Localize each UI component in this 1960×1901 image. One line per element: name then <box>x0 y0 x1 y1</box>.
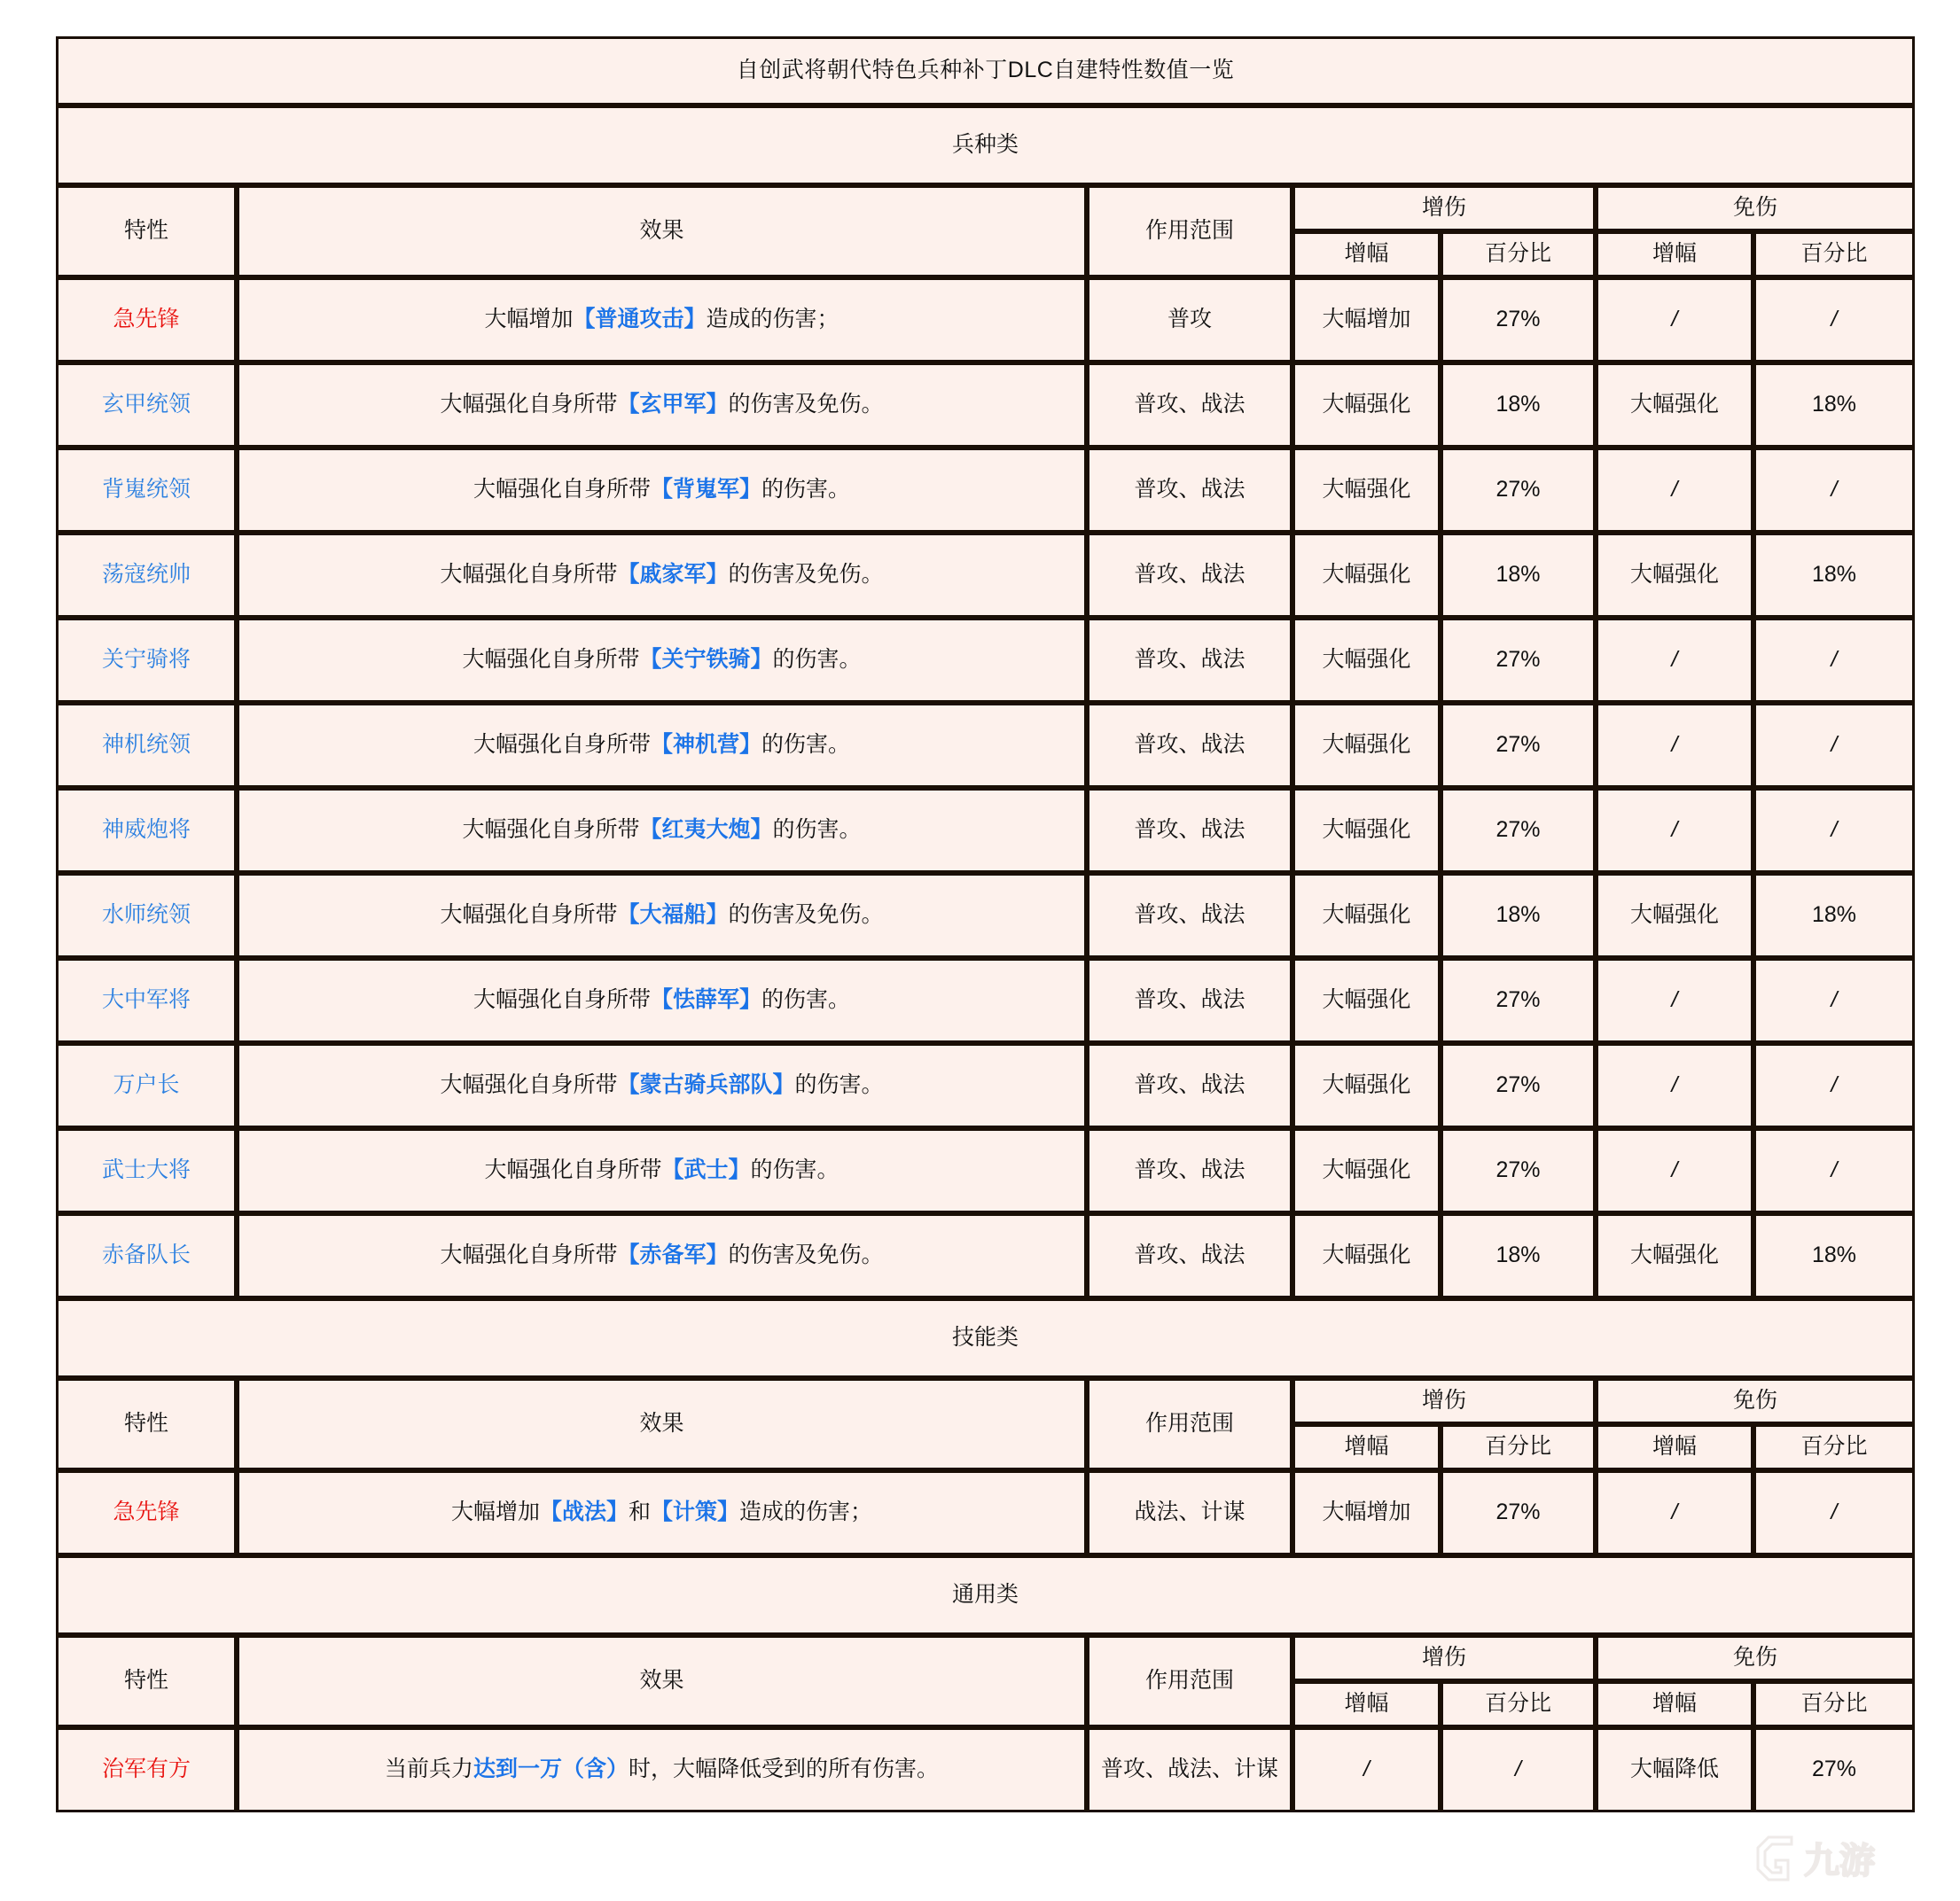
effect-text-prefix: 大幅强化自身所带 <box>472 987 651 1013</box>
site-watermark <box>1753 1825 1939 1889</box>
table-row <box>56 958 1915 1043</box>
damage-reduction-amplitude: / <box>1596 1043 1753 1128</box>
col-header-reduction-amplitude: 增幅 <box>1596 1681 1753 1727</box>
effect-text-prefix: 大幅强化自身所带 <box>440 392 618 417</box>
trait-name: 荡寇统帅 <box>56 533 237 618</box>
column-header-row-top <box>56 185 1915 231</box>
bonus-damage-percentage: 18% <box>1441 873 1596 958</box>
table-row <box>56 618 1915 703</box>
bonus-damage-amplitude: 大幅强化 <box>1292 533 1441 618</box>
col-header-bonus-percentage: 百分比 <box>1441 231 1596 277</box>
col-header-reduction-amplitude: 增幅 <box>1596 1424 1753 1470</box>
effect-text-prefix: 大幅强化自身所带 <box>462 817 640 843</box>
effect-highlight-term: 【戚家军】 <box>617 562 729 588</box>
effect-text-prefix: 当前兵力 <box>384 1757 473 1782</box>
trait-scope: 普攻、战法 <box>1087 958 1292 1043</box>
col-header-effect: 效果 <box>237 1635 1087 1727</box>
effect-highlight-term: 【怯薛军】 <box>650 987 761 1013</box>
bonus-damage-percentage: 27% <box>1441 1043 1596 1128</box>
effect-text-suffix: 时，大幅降低受到的所有伤害。 <box>629 1757 940 1782</box>
effect-text-prefix: 大幅增加 <box>484 307 574 332</box>
col-header-reduction-percentage: 百分比 <box>1753 1681 1915 1727</box>
section-title: 通用类 <box>56 1555 1915 1635</box>
effect-text-suffix: 的伤害。 <box>794 1072 884 1098</box>
bonus-damage-amplitude: 大幅增加 <box>1292 1470 1441 1555</box>
effect-highlight-term: 【关宁铁骑】 <box>639 647 773 673</box>
effect-text-suffix: 的伤害。 <box>750 1157 839 1183</box>
bonus-damage-percentage: 27% <box>1441 277 1596 362</box>
col-header-trait: 特性 <box>56 185 237 277</box>
trait-effect <box>237 788 1087 873</box>
trait-name: 武士大将 <box>56 1128 237 1213</box>
effect-text-mid: 和 <box>628 1500 651 1525</box>
bonus-damage-percentage: 27% <box>1441 703 1596 788</box>
damage-reduction-percentage: / <box>1753 448 1915 533</box>
damage-reduction-amplitude: 大幅强化 <box>1596 873 1753 958</box>
effect-text-prefix: 大幅增加 <box>450 1500 540 1525</box>
col-header-reduction-percentage: 百分比 <box>1753 1424 1915 1470</box>
table-row <box>56 1727 1915 1812</box>
trait-effect <box>237 873 1087 958</box>
effect-text-prefix: 大幅强化自身所带 <box>440 902 618 928</box>
table-row <box>56 1470 1915 1555</box>
title-row <box>56 36 1915 105</box>
trait-scope: 普攻、战法 <box>1087 703 1292 788</box>
effect-text-prefix: 大幅强化自身所带 <box>472 477 651 503</box>
effect-text-prefix: 大幅强化自身所带 <box>472 732 651 758</box>
document-title: 自创武将朝代特色兵种补丁DLC自建特性数值一览 <box>56 36 1915 105</box>
damage-reduction-amplitude: 大幅强化 <box>1596 1213 1753 1298</box>
damage-reduction-percentage: / <box>1753 1470 1915 1555</box>
effect-highlight-term: 【神机营】 <box>650 732 761 758</box>
damage-reduction-percentage: 18% <box>1753 873 1915 958</box>
table-row <box>56 362 1915 448</box>
effect-highlight-term: 【红夷大炮】 <box>639 817 773 843</box>
col-header-damage-reduction: 免伤 <box>1596 1378 1915 1424</box>
effect-text-suffix: 的伤害及免伤。 <box>728 392 884 417</box>
effect-text-suffix: 的伤害。 <box>772 817 862 843</box>
col-header-damage-reduction: 免伤 <box>1596 1635 1915 1681</box>
trait-name: 治军有方 <box>56 1727 237 1812</box>
trait-scope: 战法、计谋 <box>1087 1470 1292 1555</box>
col-header-damage-reduction: 免伤 <box>1596 185 1915 231</box>
effect-text-suffix: 的伤害及免伤。 <box>728 562 884 588</box>
trait-name: 急先锋 <box>56 1470 237 1555</box>
trait-effect <box>237 448 1087 533</box>
trait-effect <box>237 1043 1087 1128</box>
effect-text-suffix: 的伤害及免伤。 <box>728 902 884 928</box>
effect-highlight-term: 达到一万（含） <box>472 1757 629 1782</box>
section-banner-row <box>56 1555 1915 1635</box>
trait-name: 玄甲统领 <box>56 362 237 448</box>
trait-effect <box>237 277 1087 362</box>
trait-effect <box>237 703 1087 788</box>
effect-text-suffix: 造成的伤害； <box>706 307 839 332</box>
trait-scope: 普攻、战法 <box>1087 1213 1292 1298</box>
bonus-damage-amplitude: 大幅强化 <box>1292 958 1441 1043</box>
effect-highlight-term: 【蒙古骑兵部队】 <box>617 1072 795 1098</box>
bonus-damage-percentage: 27% <box>1441 1128 1596 1213</box>
col-header-scope: 作用范围 <box>1087 1378 1292 1470</box>
effect-text-suffix: 的伤害。 <box>761 477 851 503</box>
column-header-row-top <box>56 1635 1915 1681</box>
col-header-bonus-damage: 增伤 <box>1292 1635 1596 1681</box>
table-row <box>56 277 1915 362</box>
effect-highlight-term: 【赤备军】 <box>617 1243 729 1268</box>
effect-highlight-term: 【战法】 <box>539 1500 629 1525</box>
table-row <box>56 448 1915 533</box>
col-header-trait: 特性 <box>56 1635 237 1727</box>
damage-reduction-amplitude: / <box>1596 1470 1753 1555</box>
trait-scope: 普攻、战法 <box>1087 533 1292 618</box>
effect-text-prefix: 大幅强化自身所带 <box>440 1243 618 1268</box>
table-row <box>56 788 1915 873</box>
bonus-damage-amplitude: 大幅强化 <box>1292 1213 1441 1298</box>
col-header-bonus-amplitude: 增幅 <box>1292 1681 1441 1727</box>
trait-name: 万户长 <box>56 1043 237 1128</box>
bonus-damage-amplitude: / <box>1292 1727 1441 1812</box>
effect-text-suffix: 的伤害。 <box>772 647 862 673</box>
bonus-damage-percentage: 18% <box>1441 533 1596 618</box>
trait-scope: 普攻、战法 <box>1087 448 1292 533</box>
damage-reduction-percentage: 18% <box>1753 1213 1915 1298</box>
col-header-bonus-percentage: 百分比 <box>1441 1424 1596 1470</box>
bonus-damage-percentage: 27% <box>1441 788 1596 873</box>
trait-name: 背嵬统领 <box>56 448 237 533</box>
effect-text-prefix: 大幅强化自身所带 <box>462 647 640 673</box>
col-header-effect: 效果 <box>237 1378 1087 1470</box>
col-header-bonus-amplitude: 增幅 <box>1292 231 1441 277</box>
traits-table <box>56 36 1915 1812</box>
damage-reduction-amplitude: / <box>1596 703 1753 788</box>
damage-reduction-percentage: 27% <box>1753 1727 1915 1812</box>
table-row <box>56 533 1915 618</box>
trait-name: 大中军将 <box>56 958 237 1043</box>
bonus-damage-amplitude: 大幅强化 <box>1292 448 1441 533</box>
table-row <box>56 1043 1915 1128</box>
trait-name: 急先锋 <box>56 277 237 362</box>
trait-name: 神机统领 <box>56 703 237 788</box>
trait-name: 赤备队长 <box>56 1213 237 1298</box>
bonus-damage-amplitude: 大幅强化 <box>1292 618 1441 703</box>
bonus-damage-percentage: 27% <box>1441 448 1596 533</box>
col-header-scope: 作用范围 <box>1087 185 1292 277</box>
bonus-damage-percentage: 27% <box>1441 1470 1596 1555</box>
bonus-damage-amplitude: 大幅强化 <box>1292 1043 1441 1128</box>
effect-text-suffix: 的伤害。 <box>761 732 851 758</box>
bonus-damage-percentage: 18% <box>1441 362 1596 448</box>
bonus-damage-amplitude: 大幅强化 <box>1292 873 1441 958</box>
trait-scope: 普攻、战法 <box>1087 618 1292 703</box>
bonus-damage-amplitude: 大幅增加 <box>1292 277 1441 362</box>
effect-text-suffix: 的伤害及免伤。 <box>728 1243 884 1268</box>
col-header-bonus-damage: 增伤 <box>1292 185 1596 231</box>
damage-reduction-amplitude: / <box>1596 618 1753 703</box>
trait-scope: 普攻 <box>1087 277 1292 362</box>
col-header-scope: 作用范围 <box>1087 1635 1292 1727</box>
damage-reduction-percentage: / <box>1753 958 1915 1043</box>
effect-highlight-term-2: 【计策】 <box>651 1500 740 1525</box>
trait-scope: 普攻、战法 <box>1087 873 1292 958</box>
bonus-damage-amplitude: 大幅强化 <box>1292 362 1441 448</box>
trait-effect <box>237 533 1087 618</box>
damage-reduction-amplitude: / <box>1596 1128 1753 1213</box>
section-banner-row <box>56 1298 1915 1378</box>
bonus-damage-percentage: / <box>1441 1727 1596 1812</box>
damage-reduction-amplitude: / <box>1596 448 1753 533</box>
damage-reduction-amplitude: 大幅降低 <box>1596 1727 1753 1812</box>
table-row <box>56 703 1915 788</box>
col-header-effect: 效果 <box>237 185 1087 277</box>
col-header-reduction-percentage: 百分比 <box>1753 231 1915 277</box>
bonus-damage-amplitude: 大幅强化 <box>1292 703 1441 788</box>
column-header-row-top <box>56 1378 1915 1424</box>
trait-effect <box>237 1128 1087 1213</box>
section-banner-row <box>56 105 1915 185</box>
col-header-bonus-damage: 增伤 <box>1292 1378 1596 1424</box>
damage-reduction-percentage: / <box>1753 618 1915 703</box>
damage-reduction-amplitude: / <box>1596 958 1753 1043</box>
section-title: 兵种类 <box>56 105 1915 185</box>
table-row <box>56 1128 1915 1213</box>
trait-scope: 普攻、战法 <box>1087 1043 1292 1128</box>
effect-highlight-term: 【背嵬军】 <box>650 477 761 503</box>
col-header-trait: 特性 <box>56 1378 237 1470</box>
trait-scope: 普攻、战法 <box>1087 362 1292 448</box>
table-row <box>56 1213 1915 1298</box>
trait-effect <box>237 1470 1087 1555</box>
trait-effect <box>237 1727 1087 1812</box>
bonus-damage-amplitude: 大幅强化 <box>1292 1128 1441 1213</box>
trait-scope: 普攻、战法、计谋 <box>1087 1727 1292 1812</box>
effect-text-prefix: 大幅强化自身所带 <box>440 562 618 588</box>
col-header-reduction-amplitude: 增幅 <box>1596 231 1753 277</box>
effect-text-suffix: 的伤害。 <box>761 987 851 1013</box>
trait-name: 关宁骑将 <box>56 618 237 703</box>
bonus-damage-percentage: 27% <box>1441 958 1596 1043</box>
trait-effect <box>237 618 1087 703</box>
section-title: 技能类 <box>56 1298 1915 1378</box>
damage-reduction-percentage: 18% <box>1753 533 1915 618</box>
damage-reduction-amplitude: / <box>1596 788 1753 873</box>
trait-effect <box>237 1213 1087 1298</box>
bonus-damage-percentage: 18% <box>1441 1213 1596 1298</box>
trait-name: 水师统领 <box>56 873 237 958</box>
effect-highlight-term: 【普通攻击】 <box>573 307 707 332</box>
damage-reduction-percentage: / <box>1753 703 1915 788</box>
bonus-damage-amplitude: 大幅强化 <box>1292 788 1441 873</box>
damage-reduction-amplitude: 大幅强化 <box>1596 362 1753 448</box>
effect-highlight-term: 【武士】 <box>661 1157 751 1183</box>
col-header-bonus-percentage: 百分比 <box>1441 1681 1596 1727</box>
bonus-damage-percentage: 27% <box>1441 618 1596 703</box>
damage-reduction-amplitude: 大幅强化 <box>1596 533 1753 618</box>
damage-reduction-percentage: / <box>1753 1043 1915 1128</box>
effect-text-prefix: 大幅强化自身所带 <box>484 1157 662 1183</box>
trait-name: 神威炮将 <box>56 788 237 873</box>
damage-reduction-amplitude: / <box>1596 277 1753 362</box>
trait-effect <box>237 958 1087 1043</box>
effect-text-prefix: 大幅强化自身所带 <box>440 1072 618 1098</box>
damage-reduction-percentage: / <box>1753 1128 1915 1213</box>
trait-scope: 普攻、战法 <box>1087 788 1292 873</box>
effect-text-suffix: 造成的伤害； <box>739 1500 873 1525</box>
trait-effect <box>237 362 1087 448</box>
table-row <box>56 873 1915 958</box>
col-header-bonus-amplitude: 增幅 <box>1292 1424 1441 1470</box>
svg-text:九游: 九游 <box>1804 1842 1875 1881</box>
damage-reduction-percentage: / <box>1753 788 1915 873</box>
trait-scope: 普攻、战法 <box>1087 1128 1292 1213</box>
damage-reduction-percentage: 18% <box>1753 362 1915 448</box>
effect-highlight-term: 【玄甲军】 <box>617 392 729 417</box>
damage-reduction-percentage: / <box>1753 277 1915 362</box>
effect-highlight-term: 【大福船】 <box>617 902 729 928</box>
